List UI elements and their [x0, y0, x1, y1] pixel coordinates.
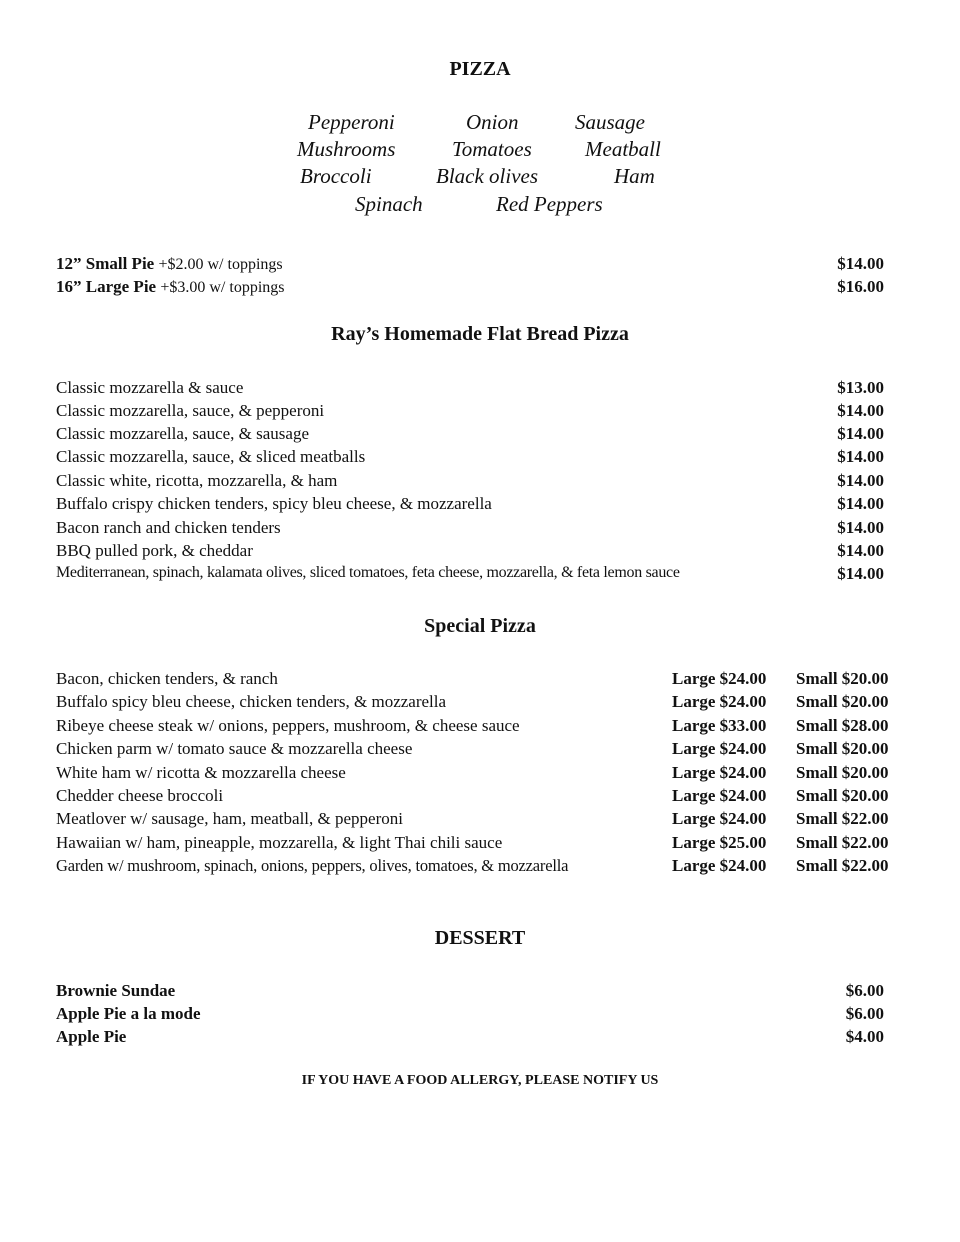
large-price: Large $24.00 [672, 669, 767, 688]
topping-item: Pepperoni [308, 110, 395, 134]
item-desc: Chicken parm w/ tomato sauce & mozzarella cheese [56, 739, 413, 758]
topping-item: Black olives [436, 164, 539, 188]
toppings-row [0, 137, 960, 164]
small-price: Small $22.00 [796, 833, 889, 852]
item-desc: Classic mozzarella & sauce [56, 378, 244, 397]
item-price: $14.00 [837, 564, 884, 583]
special-row [56, 786, 906, 809]
item-price: $14.00 [837, 471, 884, 490]
item-price: $6.00 [845, 1004, 884, 1023]
item-desc: White ham w/ ricotta & mozzarella cheese [56, 763, 346, 782]
dessert-heading: DESSERT [434, 927, 526, 949]
item-desc: Chedder cheese broccoli [56, 786, 224, 805]
flatbread-row [56, 378, 906, 401]
item-desc: Bacon ranch and chicken tenders [56, 518, 281, 537]
topping-item: Spinach [355, 192, 423, 216]
item-price: $14.00 [837, 424, 884, 443]
topping-item: Onion [466, 110, 519, 134]
large-price: Large $24.00 [672, 786, 767, 805]
item-desc: Brownie Sundae [56, 981, 176, 1000]
item-price: $14.00 [837, 518, 884, 537]
dessert-row [56, 1027, 906, 1050]
flatbread-row [56, 424, 906, 447]
item-desc: BBQ pulled pork, & cheddar [56, 541, 253, 560]
dessert-row [56, 981, 906, 1004]
large-price: Large $24.00 [672, 856, 767, 875]
topping-item: Meatball [585, 137, 661, 161]
item-desc: Meatlover w/ sausage, ham, meatball, & pepperoni [56, 809, 403, 828]
flatbread-row [56, 447, 906, 470]
large-price: Large $24.00 [672, 763, 767, 782]
special-row [56, 809, 906, 832]
topping-item: Red Peppers [496, 192, 603, 216]
large-price: Large $24.00 [672, 739, 767, 758]
special-heading: Special Pizza [424, 615, 536, 637]
item-price: $13.00 [837, 378, 884, 397]
size-name: 12” Small Pie [56, 254, 155, 273]
flatbread-row [56, 471, 906, 494]
size-name: 16” Large Pie [56, 277, 157, 296]
special-row [56, 856, 906, 879]
flatbread-row [56, 401, 906, 424]
small-price: Small $22.00 [796, 809, 889, 828]
item-price: $6.00 [845, 981, 884, 1000]
flatbread-row [56, 494, 906, 517]
item-price: $14.00 [837, 401, 884, 420]
small-price: Small $28.00 [796, 716, 889, 735]
large-price: Large $24.00 [672, 809, 767, 828]
special-row [56, 739, 906, 762]
size-desc [56, 254, 283, 274]
size-row [56, 254, 906, 277]
item-desc: Mediterranean, spinach, kalamata olives, sliced tomatoes, feta cheese, mozzarella, & feta lemon sauce [56, 564, 680, 581]
item-desc: Classic mozzarella, sauce, & pepperoni [56, 401, 325, 420]
allergy-notice: IF YOU HAVE A FOOD ALLERGY, PLEASE NOTIFY US [301, 1073, 659, 1088]
size-row [56, 277, 906, 300]
item-desc: Apple Pie a la mode [56, 1004, 201, 1023]
item-price: $14.00 [837, 494, 884, 513]
item-desc: Classic white, ricotta, mozzarella, & ham [56, 471, 338, 490]
special-row [56, 716, 906, 739]
toppings-row [0, 110, 960, 137]
size-price: $16.00 [837, 277, 884, 296]
item-desc: Hawaiian w/ ham, pineapple, mozzarella, & light Thai chili sauce [56, 833, 503, 852]
special-row [56, 669, 906, 692]
large-price: Large $25.00 [672, 833, 767, 852]
topping-item: Ham [614, 164, 655, 188]
small-price: Small $20.00 [796, 763, 889, 782]
item-desc: Bacon, chicken tenders, & ranch [56, 669, 278, 688]
item-desc: Buffalo spicy bleu cheese, chicken tenders, & mozzarella [56, 692, 447, 711]
flatbread-heading: Ray’s Homemade Flat Bread Pizza [331, 323, 629, 345]
size-note: +$3.00 w/ toppings [160, 279, 285, 296]
pizza-heading: PIZZA [449, 58, 511, 80]
item-desc: Ribeye cheese steak w/ onions, peppers, mushroom, & cheese sauce [56, 716, 520, 735]
toppings-row [0, 192, 960, 219]
item-desc: Classic mozzarella, sauce, & sausage [56, 424, 310, 443]
small-price: Small $22.00 [796, 856, 889, 875]
item-desc: Classic mozzarella, sauce, & sliced meatballs [56, 447, 366, 466]
size-price: $14.00 [837, 254, 884, 273]
large-price: Large $24.00 [672, 692, 767, 711]
small-price: Small $20.00 [796, 786, 889, 805]
special-row [56, 692, 906, 715]
topping-item: Broccoli [300, 164, 372, 188]
size-note: +$2.00 w/ toppings [158, 256, 283, 273]
small-price: Small $20.00 [796, 669, 889, 688]
small-price: Small $20.00 [796, 692, 889, 711]
item-price: $14.00 [837, 447, 884, 466]
item-price: $4.00 [845, 1027, 884, 1046]
item-desc: Garden w/ mushroom, spinach, onions, peppers, olives, tomatoes, & mozzarella [56, 856, 569, 875]
topping-item: Sausage [575, 110, 645, 134]
item-desc: Apple Pie [56, 1027, 127, 1046]
large-price: Large $33.00 [672, 716, 767, 735]
flatbread-row [56, 564, 906, 587]
flatbread-row [56, 518, 906, 541]
size-desc [56, 277, 284, 297]
item-price: $14.00 [837, 541, 884, 560]
small-price: Small $20.00 [796, 739, 889, 758]
special-row [56, 763, 906, 786]
item-desc: Buffalo crispy chicken tenders, spicy bleu cheese, & mozzarella [56, 494, 492, 513]
topping-item: Mushrooms [297, 137, 396, 161]
flatbread-row [56, 541, 906, 564]
topping-item: Tomatoes [452, 137, 532, 161]
dessert-row [56, 1004, 906, 1027]
special-row [56, 833, 906, 856]
toppings-row [0, 164, 960, 191]
